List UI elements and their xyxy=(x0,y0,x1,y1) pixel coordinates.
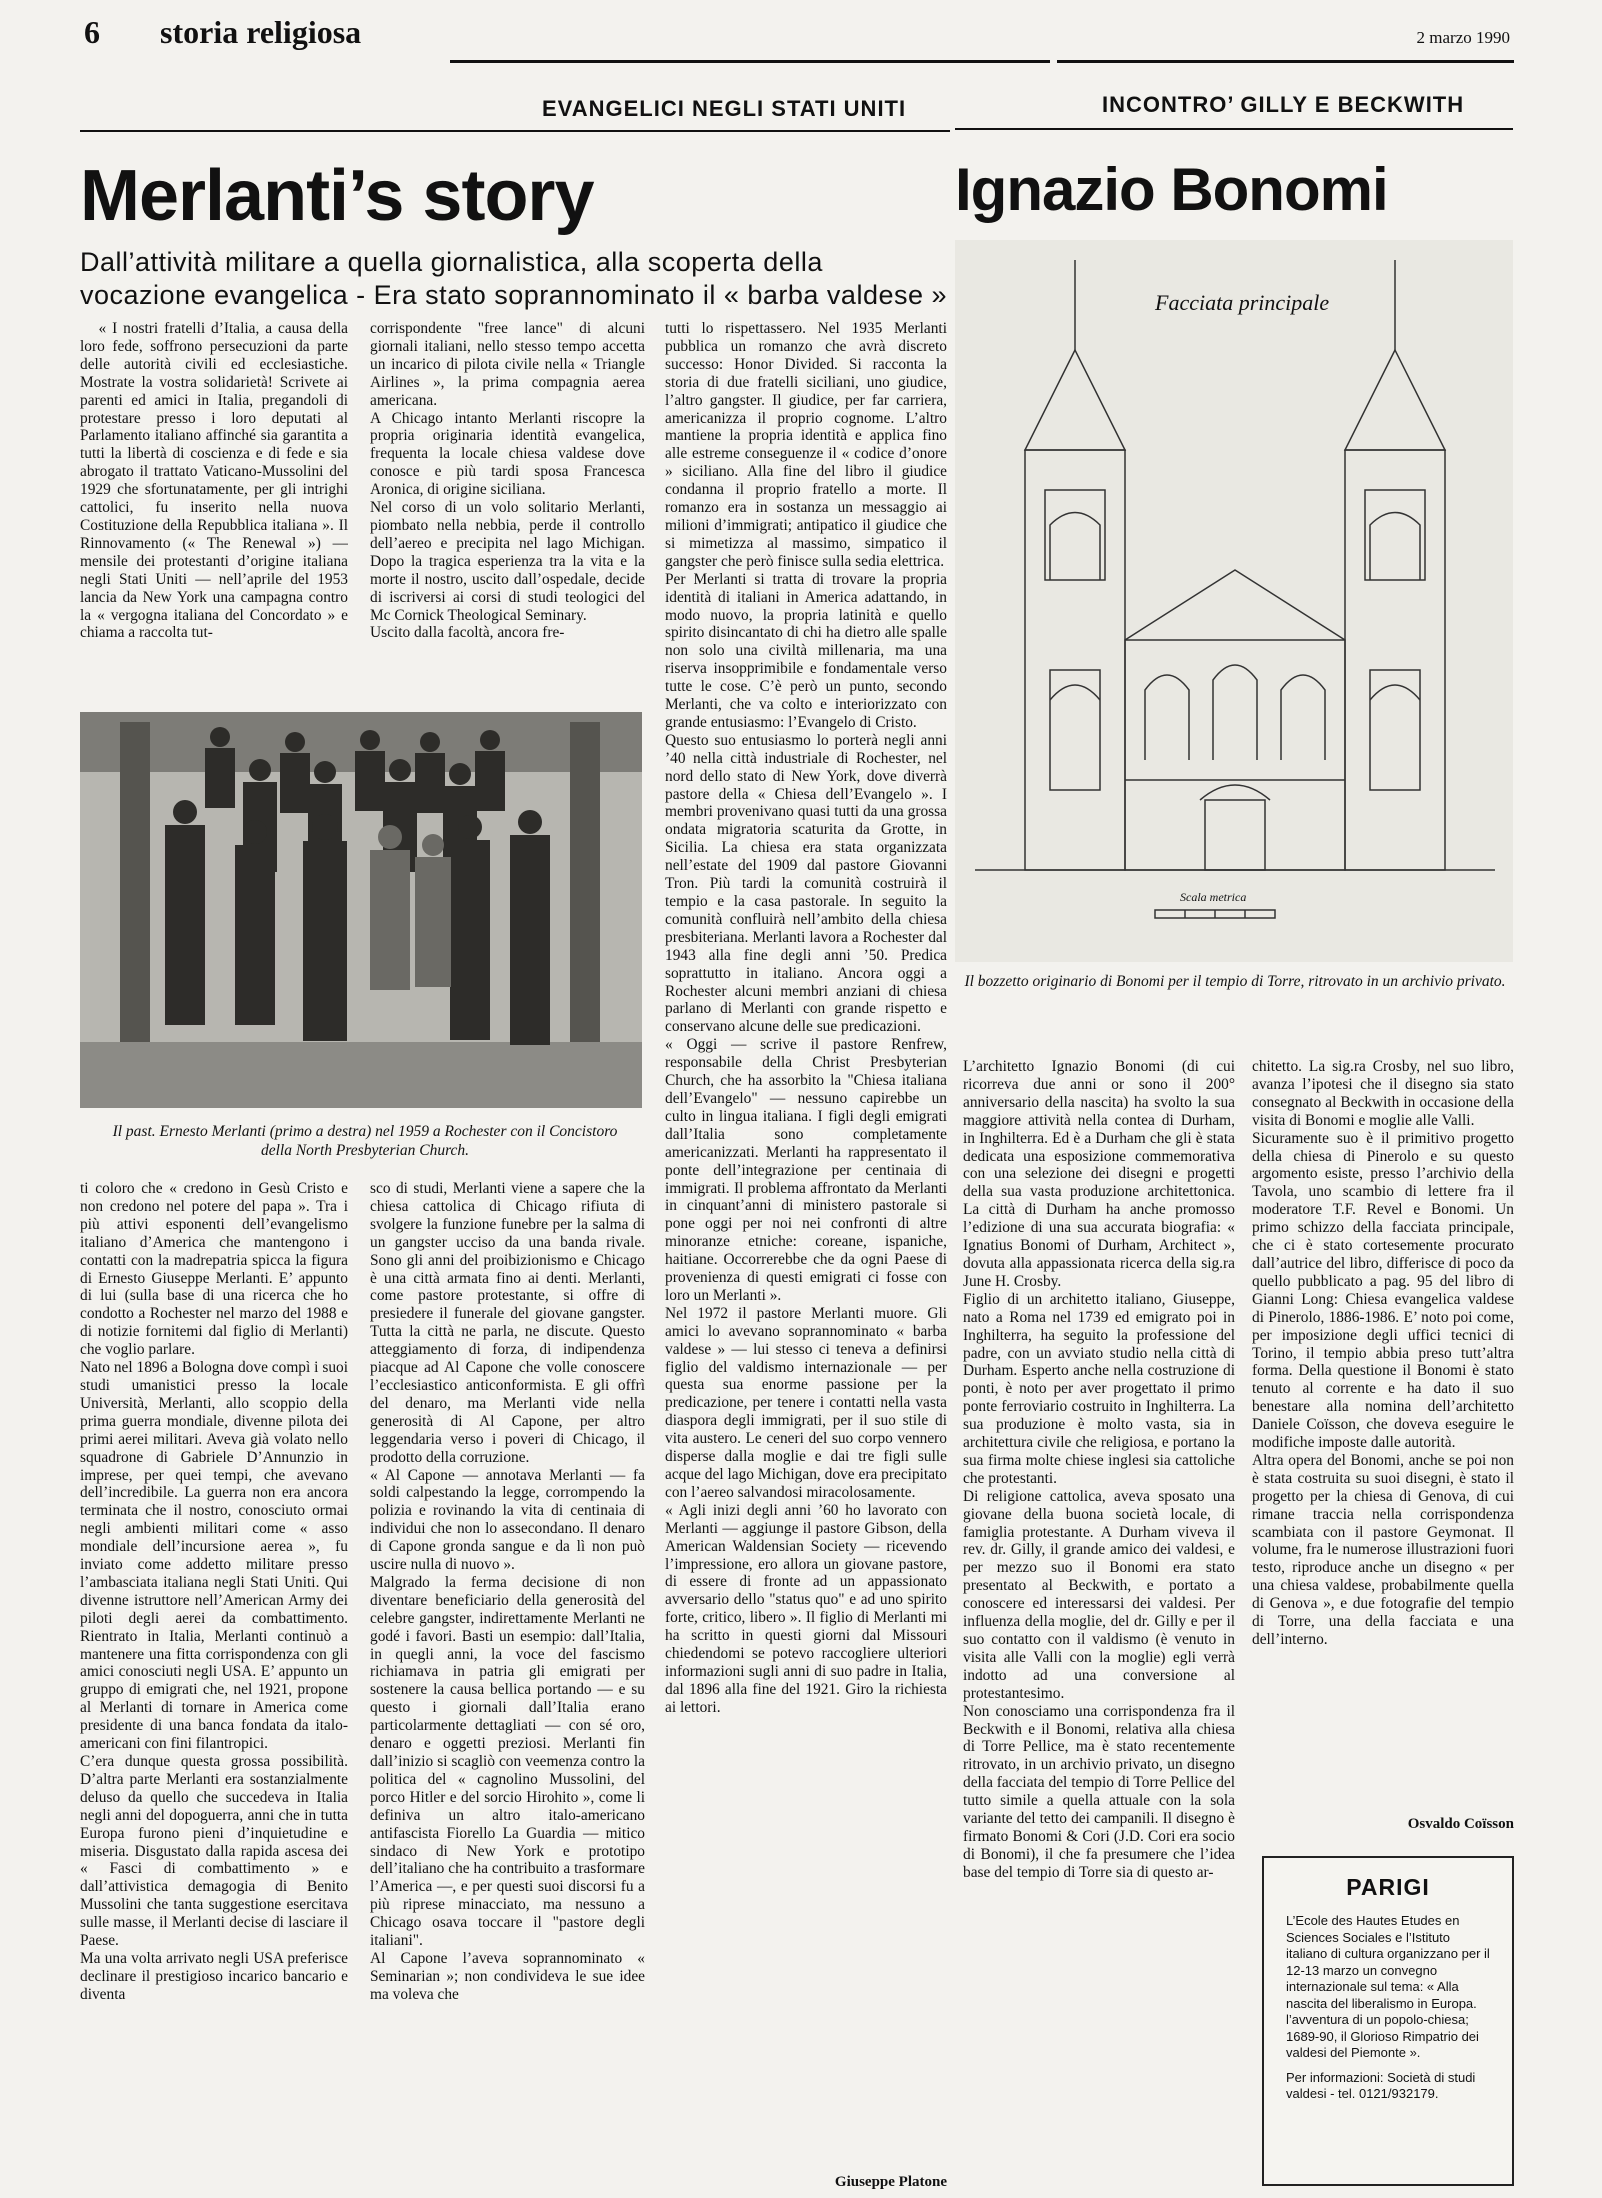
left-kicker-rule xyxy=(80,130,950,132)
photo-caption: Il past. Ernesto Merlanti (primo a destra) nel 1959 a Rochester con il Concistoro della North Presbyterian Church. xyxy=(112,1123,618,1159)
notice-text: L’Ecole des Hautes Etudes en Sciences Sociales e l’Istituto italiano di cultura organizzano per il 12-13 marzo un convegno internazionale sul tema: « Alla nascita del liberalismo in Europa. l’avventura di un popolo-chiesa; 1689-90, il Glorioso Rimpatrio dei valdesi del Piemonte ». xyxy=(1286,1913,1490,2060)
photo-illustration xyxy=(80,712,642,1108)
left-col-1-top: « I nostri fratelli d’Italia, a causa della loro fede, soffrono persecuzioni da parte delle autorità civili ed ecclesiastiche. Mostrate la vostra solidarietà! Scrivete ai parenti ed amici in Italia, pregandoli di protestare presso i loro deputati al Parlamento italiano affinché sia garantita a tutti la libertà di coscienza e di fede e sia abrogato il trattato Vaticano-Mussolini del 1929 che sfortunatamente, per gli intrighi cattolici, fu inserito nella nuova Costituzione della Repubblica italiana ». Il Rinnovamento (« The Renewal ») — mensile dei protestanti d’origine italiana negli Stati Uniti — nell’aprile del 1953 lancia da New York una campagna contro la « vergogna italiana del Concordato » e chiama a raccolta tut- xyxy=(80,320,348,642)
notice-info: Per informazioni: Società di studi valdesi - tel. 0121/932179. xyxy=(1286,2069,1476,2101)
right-headline: Ignazio Bonomi xyxy=(955,156,1388,223)
facade-sketch xyxy=(955,240,1513,962)
left-signature: Giuseppe Platone xyxy=(834,2174,947,2190)
notice-title: PARIGI xyxy=(1346,1874,1430,1900)
merlanti-group-photo xyxy=(80,712,642,1108)
left-col-1-bottom: ti coloro che « credono in Gesù Cristo e non credono nel potere del papa ». Tra i più attivi esponenti dell’evangelismo italiano d’America che mantengono i contatti con la madrepatria spicca la figura di Ernesto Giuseppe Merlanti. E’ appunto di lui (sulla base di una ricerca che ho condotto a Rochester nel marzo del 1988 e di notizie fornitemi dal figlio di Merlanti) che voglio parlare. Nato nel 1896 a Bologna dove compì i suoi studi umanistici presso la locale Università, Merlanti, allo scoppio della prima guerra mondiale, divenne pilota dei primi aerei militari. Aveva già volato nello squadrone di Gabriele D’Annunzio in imprese, per quei tempi, che avevano dell’incredibile. La guerra non era ancora terminata che il nostro, conosciuto ormai negli ambienti militari come « asso mondiale dell’incursione aerea », fu inviato come addetto militare presso l’ambasciata italiana negli Stati Uniti. Qui divenne istruttore nell’American Army dei piloti degli aerei da combattimento. Rientrato in Italia, Merlanti continuò a mantenere una fitta corrispondenza con gli amici conosciuti negli USA. E’ appunto un gruppo di emigrati che, nel 1921, propone al Merlanti di tornare in America come presidente di una banca fondata da italo-americani con fini filantropici. C’era dunque questa grossa possibilità. D’altra parte Merlanti era sostanzialmente deluso da quello che succedeva in Italia negli anni del dopoguerra, anni che in tutta Europa furono pieni d’inquietudine e miseria. Disgustato dalla rapida ascesa dei « Fasci di combattimento » e dall’attivistica demagogia di Benito Mussolini che tanta suggestione esercitava sulle masse, il Merlanti decise di lasciare il Paese. Ma una volta arrivato negli USA preferisce declinare il prestigioso incarico bancario e diventa xyxy=(80,1180,348,2003)
page-number: 6 xyxy=(84,14,100,50)
drawing-label: Facciata principale xyxy=(1155,290,1330,315)
right-col-1: L’architetto Ignazio Bonomi (di cui ricorreva due anni or sono il 200° anniversario della nascita) ha svolto la sua maggiore attività nella contea di Durham, in Inghilterra. Ed è a Durham che gli è stata dedicata una esposizione commemorativa con una selezione dei disegni e progetti della sua vasta produzione architettonica. La città di Durham ha anche promosso l’edizione di una sua accurata biografia: « Ignatius Bonomi of Durham, Architect », dovuta alla appassionata ricerca della sig.ra June H. Crosby. Figlio di un architetto italiano, Giuseppe, nato a Roma nel 1739 ed emigrato poi in Inghilterra, ha seguito la professione del padre, con un avviato studio nella città di Durham. Esperto anche nella costruzione di ponti, è noto per aver progettato il primo ponte ferroviario costruito in Inghilterra. La sua produzione è molto vasta, sia in architettura civile che religiosa, e portano la sua firma molte chiese inglesi sia cattoliche che protestanti. Di religione cattolica, aveva sposato una giovane della buona società locale, di famiglia protestante. A Durham viveva il rev. dr. Gilly, il grande amico dei valdesi, e per mezzo suo il Bonomi era stato presentato al Beckwith, e portato a conoscere ed interessarsi dei valdesi. Per influenza della moglie, del dr. Gilly e per il suo contatto con il valdismo (è venuto in visita alle Valli con la moglie) egli verrà indotto ad una conversione al protestantesimo. Non conosciamo una corrispondenza fra il Beckwith e il Bonomi, relativa alla chiesa di Torre Pellice, ma è stato recentemente ritrovato, in un archivio privato, un disegno della facciata del tempio di Torre Pellice del tutto simile a quella attuale con la sola variante del tetto dei campanili. Il disegno è firmato Bonomi & Cori (J.D. Cori era socio di Bonomi), il che fa presumere che l’idea base del tempio di Torre sia di questo ar- xyxy=(963,1058,1235,1881)
drawing-scale-label: Scala metrica xyxy=(1180,890,1247,904)
left-col-3 xyxy=(665,320,947,1890)
issue-date: 2 marzo 1990 xyxy=(1416,28,1510,47)
notice-body xyxy=(1264,1913,1512,2103)
left-headline: Merlanti’s story xyxy=(80,156,594,236)
left-deck: Dall’attività militare a quella giornalistica, alla scoperta della vocazione evangelica - Era stato soprannominato il « barba valdese » xyxy=(80,247,948,310)
drawing-caption: Il bozzetto originario di Bonomi per il tempio di Torre, ritrovato in un archivio privato. xyxy=(964,973,1506,990)
right-kicker: INCONTRO’ GILLY E BECKWITH xyxy=(1102,92,1465,117)
section-title: storia religiosa xyxy=(160,14,362,50)
left-col-2-bottom: sco di studi, Merlanti viene a sapere che la chiesa cattolica di Chicago rifiuta di svolgere la funzione funebre per la salma di un gangster ucciso da una banda rivale. Sono gli anni del proibizionismo e Chicago è una città armata fino ai denti. Merlanti, come pastore protestante, si offre di presiedere il funerale del giovane gangster. Tutta la città ne parla, ne discute. Questo atteggiamento di forza, di indipendenza piacque ad Al Capone che volle conoscere l’ecclesiastico anticonformista. E gli offrì del denaro, ma Merlanti vide nella generosità di Al Capone, per altro leggendaria verso i poveri di Chicago, il prodotto della corruzione. « Al Capone — annotava Merlanti — fa soldi calpestando la legge, corrompendo la polizia e rovinando la vita di centinaia di individui che non lo assecondano. Il denaro di Capone gronda sangue e da lì non può uscire nulla di nuovo ». Malgrado la ferma decisione di non diventare beneficiario della generosità del celebre gangster, indirettamente Merlanti ne godé i favori. Basti un esempio: dall’Italia, in quegli anni, la voce del fascismo richiamava in patria gli emigrati per sostenere la causa bellica portando — e su questo i giornali dall’Italia erano particolarmente dettagliati — con sé oro, denaro e oggetti preziosi. Merlanti fin dall’inizio si scagliò con veemenza contro la politica del « cagnolino Mussolini, del porco Hitler e del sorcio Hirohito », come li definiva un altro italo-americano antifascista Fiorello La Guardia — mitico sindaco di New York e prototipo dell’italiano che ha contribuito a trasformare l’America —, e per questi suoi discorsi fu a più riprese minacciato, ma nessuno a Chicago osava toccare il "pastore degli italiani". Al Capone l’aveva soprannominato « Seminarian »; non condivideva le sue idee ma voleva che xyxy=(370,1180,645,2003)
right-col-2: chitetto. La sig.ra Crosby, nel suo libro, avanza l’ipotesi che il disegno sia stato consegnato al Beckwith in occasione della visita di Bonomi e moglie alle Valli. Sicuramente suo è il primitivo progetto della chiesa di Pinerolo e su questo argomento esiste, presso l’archivio della Tavola, uno scambio di lettere fra il moderatore T.F. Revel e Bonomi. Un primo schizzo della facciata principale, che ci è stato cortesemente procurato dall’autrice del libro, differisce di poco da quello pubblicato a pag. 95 del libro di Gianni Long: Chiesa evangelica valdese di Pinerolo, 1886-1986. E’ noto poi come, per imposizione degli uffici tecnici di Torino, il tempio abbia preso tutt’altra forma. Della questione il Bonomi è stato tenuto al corrente e ha dato il suo benestare alla nomina dell’architetto Daniele Coïsson, che doveva eseguire le modifiche imposte dalle autorità. Altra opera del Bonomi, anche se poi non è stata costruita su suoi disegni, è stato il progetto per la chiesa di Genova, di cui rimane traccia nella corrispondenza scambiata con il pastore Geymonat. Il volume, fra le numerose illustrazioni fuori testo, riproduce anche un disegno « per una chiesa valdese, probabilmente quella di Genova », e due fotografie del tempio di Torre, una della facciata e una dell’interno. xyxy=(1252,1058,1514,1648)
left-kicker: EVANGELICI NEGLI STATI UNITI xyxy=(542,96,907,121)
notice-box xyxy=(1262,1856,1514,2186)
left-col-2-top: corrispondente "free lance" di alcuni giornali italiani, nello stesso tempo accetta un incarico di pilota civile nella « Triangle Airlines », la prima compagnia aerea americana. A Chicago intanto Merlanti riscopre la propria originaria identità evangelica, frequenta la locale chiesa valdese dove conosce e più tardi sposa Francesca Aronica, di origine siciliana. Nel corso di un volo solitario Merlanti, piombato nella nebbia, perde il controllo dell’aereo e precipita nel lago Michigan. Dopo la tragica esperienza tra la vita e la morte il nostro, uscito dall’ospedale, decide di iscriversi ai corsi di studi teologici del Mc Cornick Theological Seminary. Uscito dalla facoltà, ancora fre- xyxy=(370,320,645,642)
header-rule-left xyxy=(450,60,1050,63)
church-facade-drawing xyxy=(955,240,1513,962)
header-rule-right xyxy=(1057,60,1514,63)
right-signature: Osvaldo Coïsson xyxy=(1407,1816,1514,1832)
left-col-3-text: tutti lo rispettassero. Nel 1935 Merlanti pubblica un romanzo che avrà discreto successo: Honor Divided. Si racconta la storia di due fratelli siciliani, uno giudice, l’altro gangster. Il giudice, per far carriera, americanizza il proprio cognome. L’altro mantiene la propria identità e applica fino alle estreme conseguenze il « codice d’onore » siciliano. Alla fine del libro il giudice condanna il proprio fratello a morte. Il romanzo era in sostanza un messaggio ai milioni d’immigrati; antipatico il giudice che si mimetizza al massimo, simpatico il gangster che però finisce sulla sedia elettrica. Per Merlanti si tratta di trovare la propria identità di italiani in America adattando, in modo nuovo, la propria latinità e quello spirito disincantato di chi ha dietro alle spalle non solo una civiltà millenaria, ma una riserva insopprimibile e fondamentale verso tutte le cose. C’è però un punto, secondo Merlanti, che va colto e interiorizzato con grande entusiasmo: l’Evangelo di Cristo. Questo suo entusiasmo lo porterà negli anni ’40 nella città industriale di Rochester, nel nord dello stato di New York, dove diverrà pastore della « Chiesa dell’Evangelo ». I membri provenivano quasi tutti da una grossa ondata migratoria scaturita da Grotte, in Sicilia. La chiesa era stata organizzata nell’estate del 1909 dal pastore Giovanni Tron. Più tardi la comunità costruirà il tempio e la casa pastorale. In seguito la comunità confluirà nell’ambito della chiesa presbiteriana. Merlanti lavora a Rochester dal 1943 alla fine degli anni ’50. Predica soprattutto in italiano. Ancora oggi a Rochester alcuni membri anziani di chiesa parlano di Merlanti con grande rispetto e conservano alcune delle sue predicazioni. « Oggi — scrive il pastore Renfrew, responsabile della Christ Presbyterian Church, che ha assorbito la "Chiesa italiana dell’Evangelo" — nessuno capirebbe un culto in lingua italiana. I figli degli emigrati dall’Italia sono completamente americanizzati. Merlanti ha rappresentato il ponte dell’integrazione per centinaia di immigrati. Il problema affrontato da Merlanti in cinquant’anni di ministero pastorale si pone oggi per noi nei confronti di altre minoranze etniche: coreane, ispaniche, haitiane. Occorrerebbe che da ogni Paese di provenienza di questi emigrati ci fosse con loro un Merlanti ». Nel 1972 il pastore Merlanti muore. Gli amici lo avevano soprannominato « barba valdese » — lui stesso ci teneva a definirsi figlio del valdismo internazionale — per questa sua enorme passione per la predicazione, per tenere i contatti nella vasta diaspora degli immigrati, per il suo stile di vita austero. Le ceneri del suo corpo vennero disperse dalla moglie e dai tre figli sulle acque del lago Michigan, dove era precipitato con l’aereo salvandosi miracolosamente. « Agli inizi degli anni ’60 ho lavorato con Merlanti — aggiunge il pastore Gibson, della American Waldensian Society — ricevendo l’impressione, ero allora un giovane pastore, di essere di fronte ad un appassionato avversario dello "status quo" e ad uno spirito forte, critico, libero ». Il figlio di Merlanti mi ha scritto in questi giorni dal Missouri chiedendomi se potevo raccogliere ulteriori informazioni sugli anni di suo padre in Italia, dal 1896 alla fine del 1921. Giro la richiesta ai lettori. xyxy=(665,320,947,1716)
right-kicker-rule xyxy=(955,128,1513,130)
